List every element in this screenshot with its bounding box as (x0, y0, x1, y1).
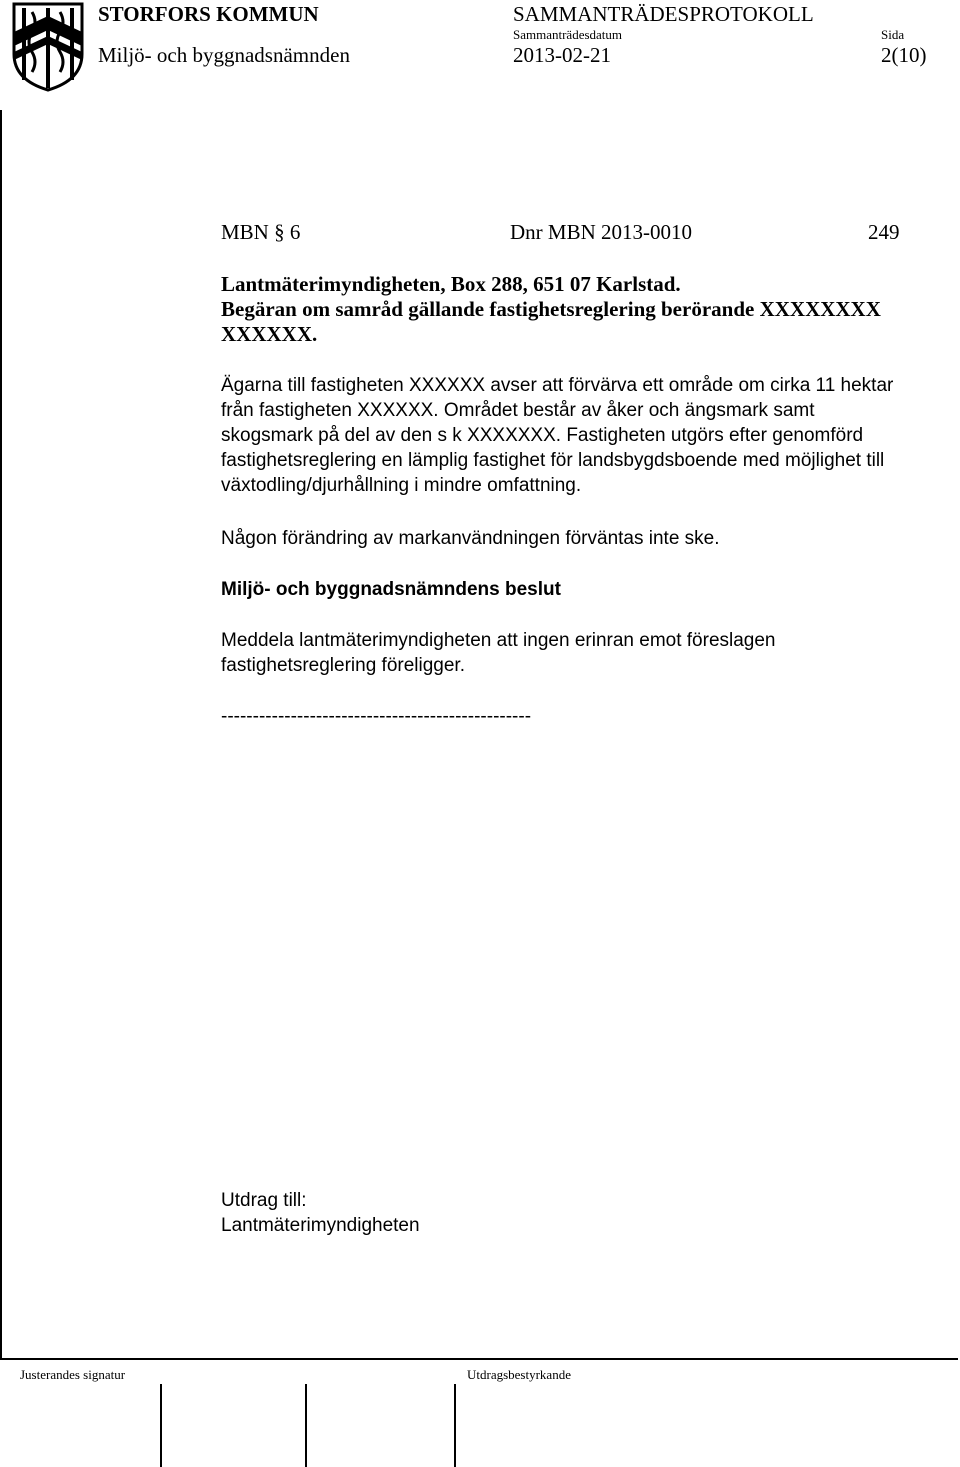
organization-name: STORFORS KOMMUN (98, 2, 319, 26)
paragraph-line: växtodling/djurhållning i mindre omfattning. (221, 475, 582, 496)
case-number: 249 (868, 220, 900, 244)
case-title-line: XXXXXX. (221, 322, 318, 346)
diary-number: Dnr MBN 2013-0010 (510, 220, 692, 244)
footer-rule (0, 1358, 958, 1360)
decision-text (221, 628, 941, 678)
decision-line: Meddela lantmäterimyndigheten att ingen erinran emot föreslagen (221, 630, 776, 651)
distribution-recipient: Lantmäterimyndigheten (221, 1215, 420, 1236)
distribution-label: Utdrag till: (221, 1190, 307, 1211)
page-number: 2(10) (881, 43, 927, 67)
case-title (221, 272, 941, 347)
case-title-line: Lantmäterimyndigheten, Box 288, 651 07 Karlstad. (221, 272, 681, 296)
case-title-line: Begäran om samråd gällande fastighetsreglering berörande XXXXXXXX (221, 297, 881, 321)
meeting-date: 2013-02-21 (513, 43, 611, 67)
page-label: Sida (881, 27, 905, 42)
margin-rule (0, 110, 2, 1360)
background-paragraph (221, 373, 941, 498)
signature-box-divider (305, 1384, 307, 1467)
signature-box-divider (160, 1384, 162, 1467)
meeting-date-label: Sammanträdesdatum (513, 27, 623, 42)
protocol-title: SAMMANTRÄDESPROTOKOLL (513, 2, 814, 26)
decision-heading: Miljö- och byggnadsnämndens beslut (221, 579, 561, 600)
land-use-statement: Någon förändring av markanvändningen förväntas inte ske. (221, 528, 720, 549)
paragraph-line: fastighetsreglering en lämplig fastighet för landsbygdsboende med möjlighet till (221, 450, 885, 471)
signature-label: Justerandes signatur (20, 1367, 126, 1382)
paragraph-reference: MBN § 6 (221, 220, 301, 244)
paragraph-line: från fastigheten XXXXXX. Området består av åker och ängsmark samt (221, 400, 815, 421)
decision-line: fastighetsreglering föreligger. (221, 655, 465, 676)
signature-box-divider (454, 1384, 456, 1467)
certification-label: Utdragsbestyrkande (467, 1367, 571, 1382)
paragraph-line: skogsmark på del av den s k XXXXXXX. Fastigheten utgörs efter genomförd (221, 425, 864, 446)
municipal-coat-of-arms-icon (12, 2, 84, 92)
committee-name: Miljö- och byggnadsnämnden (98, 43, 350, 67)
paragraph-line: Ägarna till fastigheten XXXXXX avser att förvärva ett område om cirka 11 hektar (221, 375, 894, 396)
section-separator: ------------------------------------------------- (221, 706, 532, 727)
